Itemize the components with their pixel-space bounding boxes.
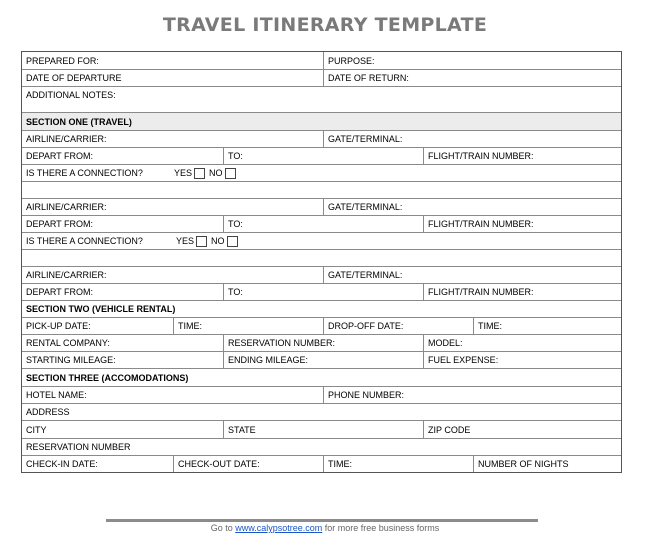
yes-checkbox-2[interactable] xyxy=(196,236,207,247)
row-hotel xyxy=(22,386,621,403)
yes-checkbox-1[interactable] xyxy=(194,168,205,179)
no-checkbox-1[interactable] xyxy=(225,168,236,179)
pickup-date-field[interactable]: PICK-UP DATE: xyxy=(26,321,91,331)
itinerary-form xyxy=(21,51,622,473)
footer-prefix: Go to xyxy=(210,523,233,533)
hotel-reservation-number-field[interactable]: RESERVATION NUMBER xyxy=(26,442,131,452)
checkout-date-field[interactable]: CHECK-OUT DATE: xyxy=(173,456,323,472)
depart-from-field-1[interactable]: DEPART FROM: xyxy=(26,151,94,161)
row-depart-1 xyxy=(22,147,621,164)
airline-field-1[interactable]: AIRLINE/CARRIER: xyxy=(26,134,107,144)
row-blank-2 xyxy=(22,249,621,266)
yes-label-2: YES xyxy=(176,236,195,246)
section-one-header xyxy=(22,112,621,130)
row-depart-2 xyxy=(22,215,621,232)
row-reservation xyxy=(22,438,621,455)
purpose-field[interactable]: PURPOSE: xyxy=(323,52,621,69)
number-of-nights-field[interactable]: NUMBER OF NIGHTS xyxy=(473,456,621,472)
footer-link[interactable]: www.calypsotree.com xyxy=(235,523,323,533)
row-mileage xyxy=(22,351,621,368)
row-city xyxy=(22,420,621,438)
phone-number-field[interactable]: PHONE NUMBER: xyxy=(323,387,621,403)
to-field-2[interactable]: TO: xyxy=(223,216,423,232)
rental-company-field[interactable]: RENTAL COMPANY: xyxy=(26,338,110,348)
checkin-date-field[interactable]: CHECK-IN DATE: xyxy=(26,459,98,469)
row-connection-1 xyxy=(22,164,621,181)
no-label-1: NO xyxy=(209,168,223,178)
depart-from-field-2[interactable]: DEPART FROM: xyxy=(26,219,94,229)
section-two-header xyxy=(22,300,621,317)
dropoff-time-field[interactable]: TIME: xyxy=(473,318,621,334)
gate-field-3[interactable]: GATE/TERMINAL: xyxy=(323,267,621,283)
starting-mileage-field[interactable]: STARTING MILEAGE: xyxy=(26,355,116,365)
section-two-heading: SECTION TWO (VEHICLE RENTAL) xyxy=(26,304,176,314)
state-field[interactable]: STATE xyxy=(223,421,423,438)
row-checkin xyxy=(22,455,621,472)
pickup-time-field[interactable]: TIME: xyxy=(173,318,323,334)
row-pickup xyxy=(22,317,621,334)
row-dates xyxy=(22,69,621,86)
dropoff-date-field[interactable]: DROP-OFF DATE: xyxy=(323,318,473,334)
city-field[interactable]: CITY xyxy=(26,424,47,435)
row-airline-1 xyxy=(22,130,621,147)
connection-question-1 xyxy=(22,165,621,181)
date-of-departure-field[interactable]: DATE OF DEPARTURE xyxy=(26,73,122,83)
connection-label-1: IS THERE A CONNECTION? xyxy=(26,168,143,178)
airline-field-3[interactable]: AIRLINE/CARRIER: xyxy=(26,270,107,280)
flight-number-field-2[interactable]: FLIGHT/TRAIN NUMBER: xyxy=(423,216,621,232)
connection-question-2 xyxy=(22,233,621,249)
row-prepared-for xyxy=(22,52,621,69)
address-field[interactable]: ADDRESS xyxy=(26,407,70,417)
document-title: TRAVEL ITINERARY TEMPLATE xyxy=(162,14,488,36)
zip-code-field[interactable]: ZIP CODE xyxy=(423,421,621,438)
row-connection-2 xyxy=(22,232,621,249)
footer-text xyxy=(0,523,650,533)
depart-from-field-3[interactable]: DEPART FROM: xyxy=(26,287,94,297)
gate-field-2[interactable]: GATE/TERMINAL: xyxy=(323,199,621,215)
section-three-heading: SECTION THREE (ACCOMODATIONS) xyxy=(26,372,189,383)
row-airline-2 xyxy=(22,198,621,215)
ending-mileage-field[interactable]: ENDING MILEAGE: xyxy=(223,352,423,368)
row-address xyxy=(22,403,621,420)
footer-divider xyxy=(106,519,538,522)
flight-number-field-3[interactable]: FLIGHT/TRAIN NUMBER: xyxy=(423,284,621,300)
rental-reservation-number-field[interactable]: RESERVATION NUMBER: xyxy=(223,335,423,351)
row-airline-3 xyxy=(22,266,621,283)
additional-notes-field[interactable]: ADDITIONAL NOTES: xyxy=(26,89,116,100)
no-label-2: NO xyxy=(211,236,225,246)
no-checkbox-2[interactable] xyxy=(227,236,238,247)
section-one-heading: SECTION ONE (TRAVEL) xyxy=(26,116,132,127)
footer-suffix: for more free business forms xyxy=(324,523,440,533)
prepared-for-field[interactable]: PREPARED FOR: xyxy=(26,55,99,66)
row-additional-notes xyxy=(22,86,621,112)
fuel-expense-field[interactable]: FUEL EXPENSE: xyxy=(423,352,621,368)
connection-label-2: IS THERE A CONNECTION? xyxy=(26,236,143,246)
row-rental-company xyxy=(22,334,621,351)
gate-field-1[interactable]: GATE/TERMINAL: xyxy=(323,131,621,147)
row-blank-1 xyxy=(22,181,621,198)
yes-label-1: YES xyxy=(174,168,193,178)
checkin-time-field[interactable]: TIME: xyxy=(323,456,473,472)
airline-field-2[interactable]: AIRLINE/CARRIER: xyxy=(26,202,107,212)
date-of-return-field[interactable]: DATE OF RETURN: xyxy=(323,70,621,86)
hotel-name-field[interactable]: HOTEL NAME: xyxy=(26,390,87,400)
model-field[interactable]: MODEL: xyxy=(423,335,621,351)
row-depart-3 xyxy=(22,283,621,300)
section-three-header xyxy=(22,368,621,386)
to-field-1[interactable]: TO: xyxy=(223,148,423,164)
flight-number-field-1[interactable]: FLIGHT/TRAIN NUMBER: xyxy=(423,148,621,164)
to-field-3[interactable]: TO: xyxy=(223,284,423,300)
